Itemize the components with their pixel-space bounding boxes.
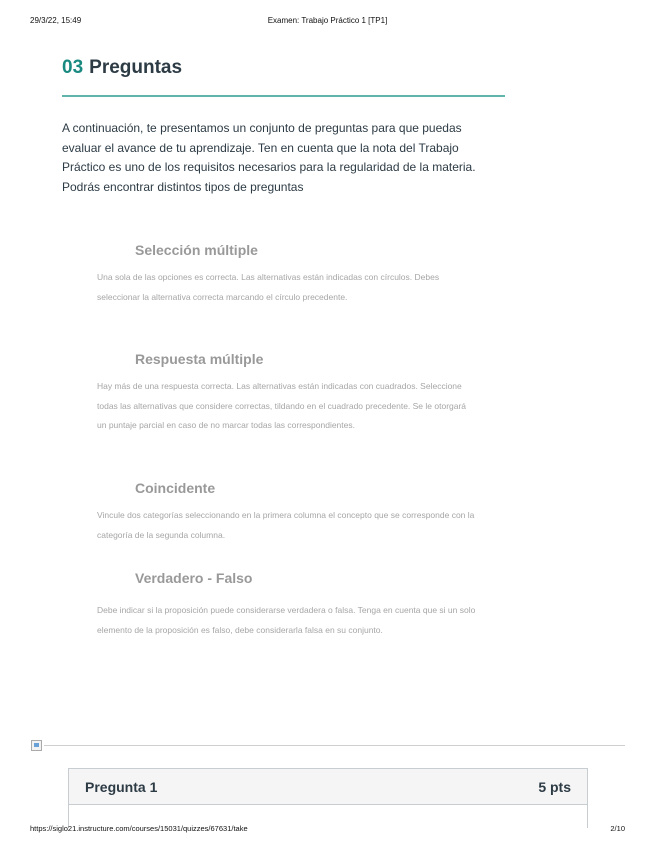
question-card (68, 768, 588, 828)
broken-image-icon (31, 740, 42, 751)
print-header-datetime: 29/3/22, 15:49 (30, 16, 82, 25)
question-type-description: Hay más de una respuesta correcta. Las alternativas están indicadas con cuadrados. Seleccione todas las alternativas que considere correctas, tildando en el cuadrado precedente. Se le otorgará un puntaje parcial en caso de no marcar todas las correspondientes. (97, 381, 467, 430)
question-points: 5 pts (538, 778, 571, 795)
divider-line (44, 745, 625, 746)
question-name: Pregunta 1 (85, 778, 158, 795)
section-number: 03 (62, 57, 84, 78)
section-title-text: Preguntas (89, 57, 183, 78)
question-header (69, 769, 587, 805)
question-type-title: Selección múltiple (135, 242, 258, 258)
question-type-title: Verdadero - Falso (135, 570, 253, 586)
question-type-multiple-choice (97, 242, 477, 307)
question-type-description: Una sola de las opciones es correcta. Las alternativas están indicadas con círculos. Debes seleccionar la alternativa correcta marcando el círculo precedente. (97, 272, 440, 302)
question-type-matching (97, 480, 477, 545)
question-type-true-false (97, 570, 477, 640)
question-type-description: Debe indicar si la proposición puede considerarse verdadera o falsa. Tenga en cuenta que si un solo elemento de la proposición es falso, debe considerarla falsa en su conjunto. (97, 605, 476, 635)
print-footer-page: 2/10 (610, 824, 625, 833)
question-type-title: Respuesta múltiple (135, 351, 264, 367)
print-footer-url: https://siglo21.instructure.com/courses/15031/quizzes/67631/take (30, 824, 248, 833)
question-type-title: Coincidente (135, 480, 216, 496)
section-intro: A continuación, te presentamos un conjunto de preguntas para que puedas evaluar el avance de tu aprendizaje. Ten en cuenta que la nota del Trabajo Práctico es uno de los requisitos necesarios para la regularidad de la materia. Podrás encontrar distintos tipos de preguntas (62, 121, 476, 194)
question-type-description: Vincule dos categorías seleccionando en la primera columna el concepto que se corresponde con la categoría de la segunda columna. (97, 510, 475, 540)
print-header-title: Examen: Trabajo Práctico 1 [TP1] (267, 16, 388, 25)
question-type-multiple-answer (97, 351, 477, 436)
section-title (62, 57, 182, 79)
section-divider (62, 95, 505, 97)
